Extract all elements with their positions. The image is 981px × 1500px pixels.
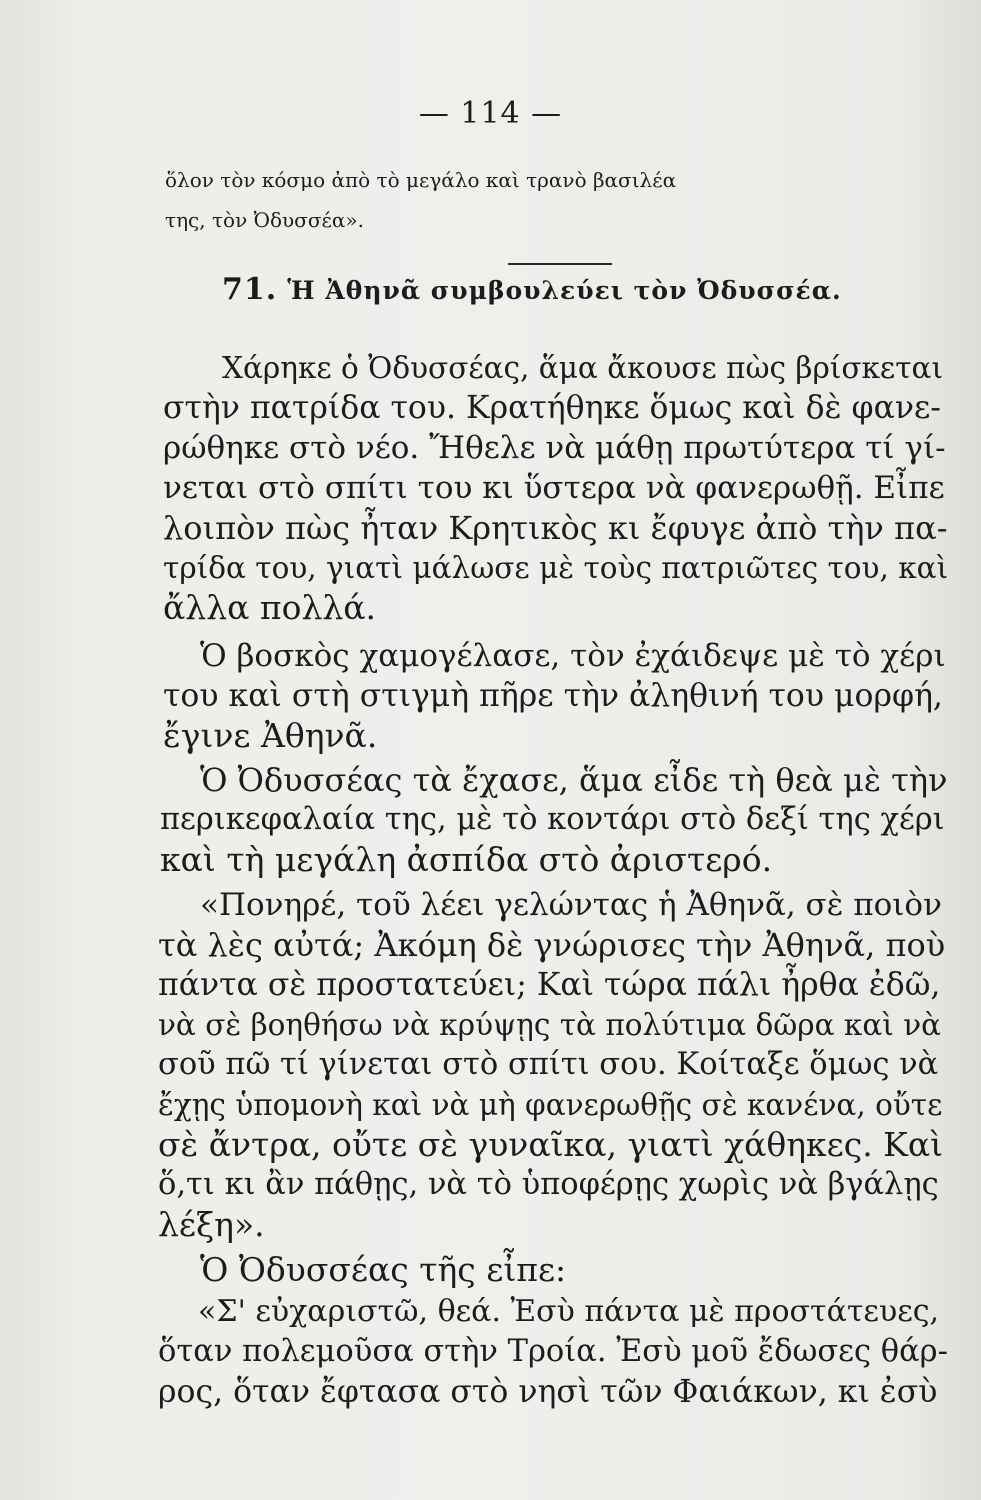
text-line: ἄλλα πολλά.	[163, 588, 377, 627]
text-line: λοιπὸν πὼς ἦταν Κρητικὸς κι ἔφυγε ἀπὸ τὴν πα-	[163, 509, 948, 547]
text-line: ὅλον τὸν κόσμο ἀπὸ τὸ μεγάλο καὶ τρανὸ βασιλέα	[165, 168, 677, 192]
text-line: καὶ τὴ μεγάλη ἀσπίδα στὸ ἀριστερό.	[160, 840, 773, 879]
text-line: τὰ λὲς αὐτά; Ἀκόμη δὲ γνώρισες τὴν Ἀθηνᾶ, ποὺ	[158, 926, 946, 964]
text-line: περικεφαλαία της, μὲ τὸ κοντάρι στὸ δεξί της χέρι	[160, 802, 945, 837]
text-line: στὴν πατρίδα του. Κρατήθηκε ὅμως καὶ δὲ φανε-	[163, 390, 941, 426]
text-line: νὰ σὲ βοηθήσω νὰ κρύψῃς τὰ πολύτιμα δῶρα καὶ νὰ	[158, 1008, 942, 1042]
section-divider	[508, 263, 612, 265]
text-line: Ὁ βοσκὸς χαμογέλασε, τὸν ἐχάιδεψε μὲ τὸ χέρι	[200, 638, 946, 674]
text-line: σὲ ἄντρα, οὔτε σὲ γυναῖκα, γιατὶ χάθηκες. Καὶ	[158, 1125, 944, 1164]
section-heading	[222, 272, 842, 307]
text-line: σοῦ πῶ τί γίνεται στὸ σπίτι σου. Κοίταξε ὅμως νὰ	[158, 1047, 939, 1082]
text-line: ὅταν πολεμοῦσα στὴν Τροία. Ἐσὺ μοῦ ἔδωσες θάρ-	[158, 1334, 948, 1369]
text-line: του καὶ στὴ στιγμὴ πῆρε τὴν ἀληθινή του μορφή,	[163, 678, 943, 714]
text-line: ρος, ὅταν ἔφτασα στὸ νησὶ τῶν Φαιάκων, κι ἐσὺ	[158, 1374, 938, 1410]
text-line: πάντα σὲ προστατεύει; Καὶ τώρα πάλι ἦρθα ἐδῶ,	[158, 967, 941, 1003]
text-line: ἔχῃς ὑπομονὴ καὶ νὰ μὴ φανερωθῇς σὲ κανένα, οὔτε	[158, 1088, 943, 1122]
text-line: ρώθηκε στὸ νέο. Ἤθελε νὰ μάθῃ πρωτύτερα τί γί-	[163, 430, 946, 466]
text-line: τρίδα του, γιατὶ μάλωσε μὲ τοὺς πατριῶτες του, καὶ	[163, 551, 949, 585]
text-line: ἔγινε Ἀθηνᾶ.	[163, 716, 378, 755]
text-line: Χάρηκε ὁ Ὀδυσσέας, ἅμα ἄκουσε πὼς βρίσκεται	[222, 351, 944, 385]
text-line: λέξη».	[158, 1205, 265, 1244]
text-line: νεται στὸ σπίτι του κι ὕστερα νὰ φανερωθῇ. Εἶπε	[163, 470, 945, 506]
section-number: 71.	[222, 272, 278, 307]
page-number: — 114 —	[418, 96, 563, 131]
section-title: Ἡ Ἀθηνᾶ συμβουλεύει τὸν Ὀδυσσέα.	[287, 276, 842, 305]
text-line: «Πονηρέ, τοῦ λέει γελώντας ἡ Ἀθηνᾶ, σὲ ποιὸν	[200, 887, 942, 923]
text-line: της, τὸν Ὀδυσσέα».	[165, 208, 364, 232]
text-line: Ὁ Ὀδυσσέας τῆς εἶπε:	[200, 1250, 567, 1289]
text-line: ὅ,τι κι ἂν πάθῃς, νὰ τὸ ὑποφέρῃς χωρὶς νὰ βγάλῃς	[158, 1167, 939, 1202]
text-line: Ὁ Ὀδυσσέας τὰ ἔχασε, ἅμα εἶδε τὴ θεὰ μὲ τὴν	[200, 761, 948, 799]
text-line: «Σ' εὐχαριστῶ, θεά. Ἐσὺ πάντα μὲ προστάτευες,	[198, 1294, 940, 1329]
